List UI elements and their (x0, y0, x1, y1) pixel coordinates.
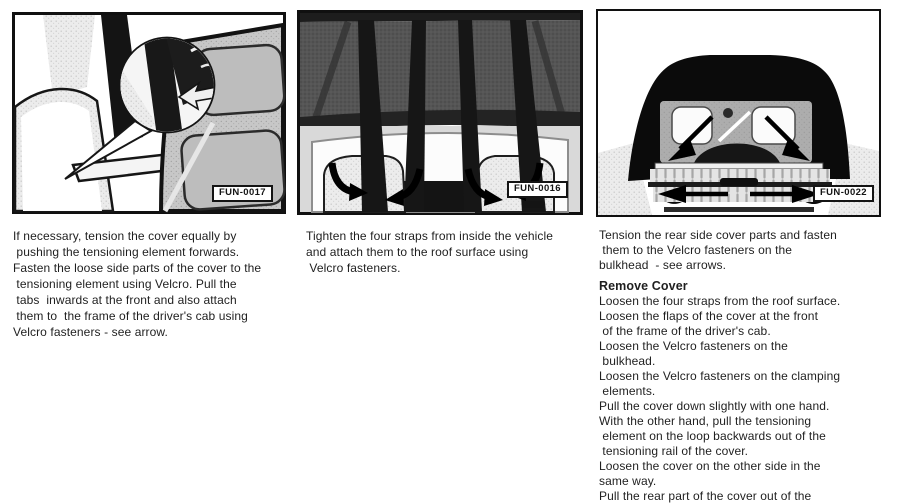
step-line-clipped: Pull the rear part of the cover out of the (599, 489, 812, 503)
cab-interior-illustration (15, 15, 283, 211)
step-line: Loosen the cover on the other side in the (599, 459, 821, 473)
figure-code-label: FUN-0016 (507, 181, 568, 198)
step-line: Loosen the four straps from the roof surface. (599, 294, 841, 308)
step-line: With the other hand, pull the tensioning (599, 414, 812, 428)
step-line: tensioning rail of the cover. (599, 444, 749, 458)
step-line: of the frame of the driver's cab. (599, 324, 771, 338)
caption-line: Tighten the four straps from inside the vehicle (306, 229, 554, 243)
caption-line: Velcro fasteners. (306, 261, 401, 275)
step-line: bulkhead. (599, 354, 656, 368)
step-line: Loosen the flaps of the cover at the front (599, 309, 819, 323)
caption-line: them to the Velcro fasteners on the (599, 243, 793, 257)
caption-line: and attach them to the roof surface using (306, 245, 529, 259)
caption-line: pushing the tensioning element forwards. (13, 245, 240, 259)
caption-line: Tension the rear side cover parts and fasten (599, 228, 837, 242)
caption-rear-and-remove (599, 228, 894, 504)
step-line: Pull the cover down slightly with one hand. (599, 399, 830, 413)
step-line: same way. (599, 474, 657, 488)
caption-straps (306, 228, 591, 276)
figure-code-label: FUN-0017 (212, 185, 273, 202)
step-line: Loosen the Velcro fasteners on the (599, 339, 788, 353)
figure-cab-detail (12, 12, 286, 214)
caption-line: Velcro fasteners - see arrow. (13, 325, 168, 339)
figure-roof-straps (297, 10, 583, 215)
caption-line: bulkhead - see arrows. (599, 258, 727, 272)
caption-line: tensioning element using Velcro. Pull the (13, 277, 237, 291)
figure-code-label: FUN-0022 (813, 185, 874, 202)
step-line: Loosen the Velcro fasteners on the clamping (599, 369, 841, 383)
caption-line: them to the frame of the driver's cab using (13, 309, 248, 323)
step-line: elements. (599, 384, 656, 398)
remove-cover-heading: Remove Cover (599, 279, 688, 293)
caption-tension-front (13, 228, 298, 340)
caption-line: tabs inwards at the front and also attach (13, 293, 237, 307)
step-line: element on the loop backwards out of the (599, 429, 826, 443)
caption-line: If necessary, tension the cover equally by (13, 229, 237, 243)
caption-line: Fasten the loose side parts of the cover to the (13, 261, 262, 275)
figure-rear-cover (596, 9, 881, 217)
